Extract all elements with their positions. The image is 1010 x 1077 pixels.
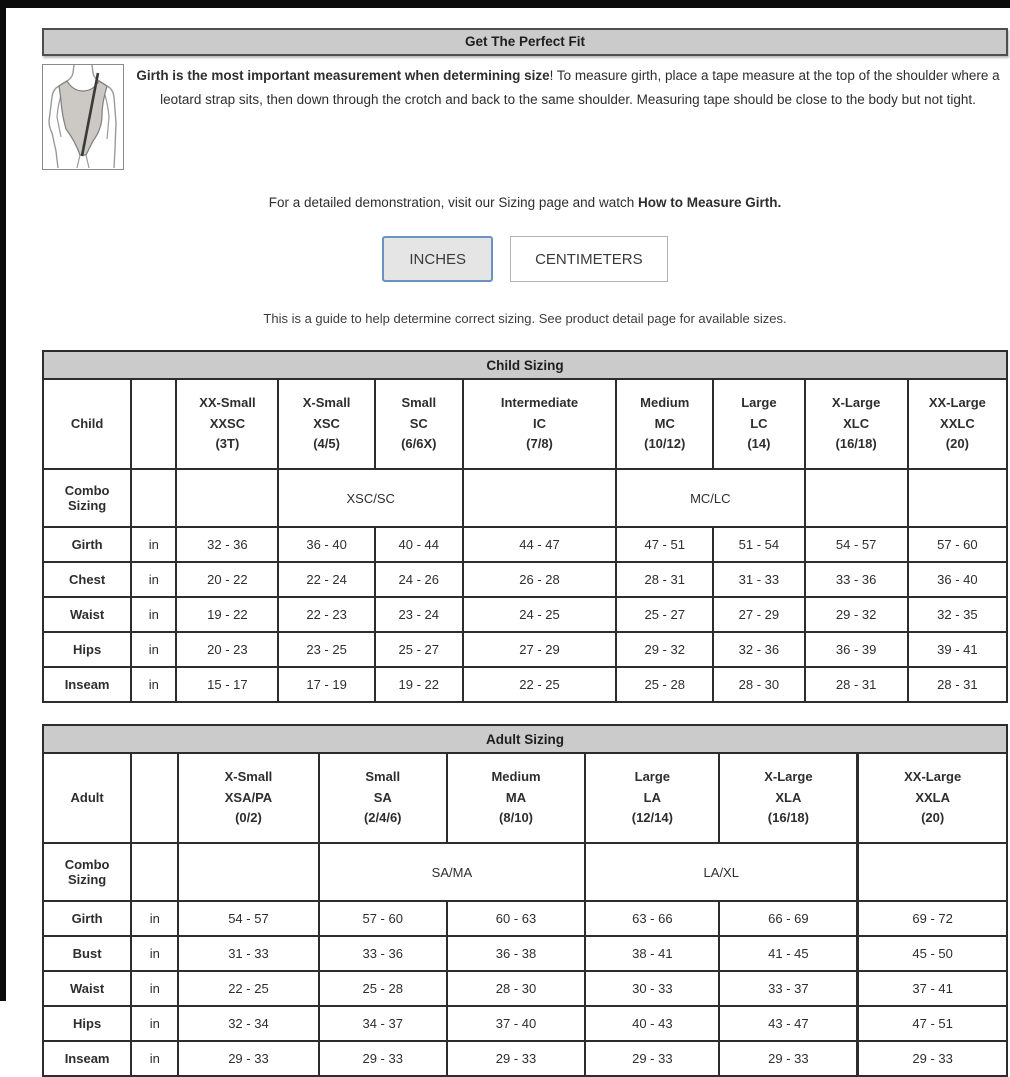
size-column-header — [447, 753, 585, 843]
size-column-code: SA — [373, 789, 392, 805]
girth-instructions-block — [42, 64, 1008, 170]
sizing-demo-note — [42, 195, 1008, 210]
unit-cell: in — [131, 562, 176, 597]
size-column-header — [719, 753, 857, 843]
unit-cell: in — [131, 1041, 178, 1076]
measurement-value: 41 - 45 — [719, 936, 857, 971]
combo-sizing-cell — [176, 469, 278, 527]
size-column-code: MA — [505, 789, 527, 805]
measurement-value: 25 - 27 — [375, 632, 463, 667]
measurement-value: 45 - 50 — [858, 936, 1007, 971]
measurement-value: 32 - 34 — [178, 1006, 318, 1041]
measurement-value: 34 - 37 — [319, 1006, 447, 1041]
measurement-value: 47 - 51 — [858, 1006, 1007, 1041]
size-column-range: (14) — [747, 436, 771, 452]
measurement-value: 69 - 72 — [858, 901, 1007, 936]
measurement-value: 29 - 32 — [616, 632, 713, 667]
measurement-label: Waist — [43, 971, 131, 1006]
measurement-value: 29 - 33 — [178, 1041, 318, 1076]
size-column-name: Small — [365, 768, 401, 784]
size-column-name: Small — [401, 394, 437, 410]
measurement-value: 36 - 40 — [278, 527, 374, 562]
size-column-name: X-Small — [224, 768, 273, 784]
size-column-header — [375, 379, 463, 469]
size-column-header — [908, 379, 1007, 469]
measurement-row — [43, 971, 1007, 1006]
combo-unit-empty-cell — [131, 469, 176, 527]
measurement-value: 22 - 23 — [278, 597, 374, 632]
measurement-value: 19 - 22 — [375, 667, 463, 702]
size-column-range: (0/2) — [235, 810, 262, 826]
combo-sizing-label: Combo Sizing — [43, 469, 131, 527]
size-column-range: (4/5) — [313, 436, 340, 452]
size-column-range: (16/18) — [767, 810, 809, 826]
size-column-code: XXSC — [209, 415, 246, 431]
measurement-value: 25 - 28 — [616, 667, 713, 702]
measurement-row — [43, 901, 1007, 936]
size-column-range: (6/6X) — [401, 436, 437, 452]
size-column-code: XSA/PA — [224, 789, 273, 805]
measurement-value: 32 - 36 — [713, 632, 804, 667]
combo-sizing-cell — [858, 843, 1007, 901]
size-column-header — [858, 753, 1007, 843]
page-title: Get The Perfect Fit — [42, 28, 1008, 56]
size-column-name: X-Small — [302, 394, 351, 410]
measurement-value: 36 - 39 — [805, 632, 908, 667]
size-column-code: SC — [409, 415, 428, 431]
size-column-name: Large — [741, 394, 777, 410]
combo-sizing-cell: XSC/SC — [278, 469, 462, 527]
size-column-name: XX-Large — [928, 394, 986, 410]
size-column-header — [463, 379, 616, 469]
measurement-row — [43, 936, 1007, 971]
size-column-name: Intermediate — [500, 394, 579, 410]
measurement-value: 22 - 24 — [278, 562, 374, 597]
measurement-value: 15 - 17 — [176, 667, 278, 702]
measurement-value: 43 - 47 — [719, 1006, 857, 1041]
size-column-code: XXLA — [915, 789, 950, 805]
combo-sizing-cell — [178, 843, 318, 901]
measurement-value: 29 - 32 — [805, 597, 908, 632]
measurement-value: 38 - 41 — [585, 936, 719, 971]
measurement-value: 23 - 24 — [375, 597, 463, 632]
sizing-guide-note: This is a guide to help determine correct sizing. See product detail page for available sizes. — [263, 311, 787, 326]
measurement-value: 19 - 22 — [176, 597, 278, 632]
measurement-value: 33 - 36 — [319, 936, 447, 971]
measurement-value: 31 - 33 — [713, 562, 804, 597]
measurement-value: 54 - 57 — [805, 527, 908, 562]
combo-sizing-cell — [908, 469, 1007, 527]
measurement-label: Girth — [43, 901, 131, 936]
size-column-code: LC — [750, 415, 768, 431]
combo-sizing-cell: LA/XL — [585, 843, 858, 901]
leotard-figure-icon — [43, 65, 123, 169]
measurement-label: Waist — [43, 597, 131, 632]
size-column-header — [713, 379, 804, 469]
table-corner-label: Adult — [43, 753, 131, 843]
combo-unit-empty-cell — [131, 843, 178, 901]
measurement-value: 22 - 25 — [178, 971, 318, 1006]
measurement-value: 37 - 40 — [447, 1006, 585, 1041]
size-column-code: MC — [654, 415, 675, 431]
measurement-row — [43, 562, 1007, 597]
child-sizing-table — [42, 350, 1008, 703]
girth-instructions-text — [124, 64, 1008, 170]
measurement-value: 36 - 38 — [447, 936, 585, 971]
measurement-value: 24 - 26 — [375, 562, 463, 597]
measurement-label: Inseam — [43, 667, 131, 702]
size-column-code: XLC — [843, 415, 870, 431]
size-column-header — [805, 379, 908, 469]
measurement-value: 47 - 51 — [616, 527, 713, 562]
measurement-label: Inseam — [43, 1041, 131, 1076]
size-column-range: (7/8) — [526, 436, 553, 452]
combo-sizing-cell — [463, 469, 616, 527]
measurement-value: 32 - 36 — [176, 527, 278, 562]
measurement-value: 17 - 19 — [278, 667, 374, 702]
unit-column-header — [131, 379, 176, 469]
size-column-code: XLA — [775, 789, 802, 805]
size-column-header — [616, 379, 713, 469]
measurement-value: 30 - 33 — [585, 971, 719, 1006]
measurement-row — [43, 597, 1007, 632]
size-column-code: IC — [533, 415, 547, 431]
measurement-value: 22 - 25 — [463, 667, 616, 702]
measurement-value: 40 - 43 — [585, 1006, 719, 1041]
size-column-name: XX-Small — [199, 394, 256, 410]
measurement-label: Hips — [43, 632, 131, 667]
measurement-value: 28 - 30 — [713, 667, 804, 702]
size-column-header — [176, 379, 278, 469]
unit-cell: in — [131, 936, 178, 971]
measurement-value: 28 - 31 — [908, 667, 1007, 702]
measurement-value: 40 - 44 — [375, 527, 463, 562]
inches-button[interactable]: INCHES — [382, 236, 493, 282]
measurement-label: Bust — [43, 936, 131, 971]
measurement-value: 29 - 33 — [858, 1041, 1007, 1076]
measurement-value: 29 - 33 — [447, 1041, 585, 1076]
measurement-value: 29 - 33 — [585, 1041, 719, 1076]
measurement-value: 29 - 33 — [719, 1041, 857, 1076]
measurement-value: 54 - 57 — [178, 901, 318, 936]
size-column-header — [178, 753, 318, 843]
combo-sizing-cell — [805, 469, 908, 527]
measurement-value: 33 - 37 — [719, 971, 857, 1006]
size-column-range: (10/12) — [644, 436, 686, 452]
leotard-girth-illustration — [42, 64, 124, 170]
measurement-value: 25 - 27 — [616, 597, 713, 632]
table-title-bar: Child Sizing — [43, 351, 1007, 379]
size-column-range: (20) — [945, 436, 969, 452]
girth-instructions-body: ! To measure girth, place a tape measure at the top of the shoulder where a leotard strap sits, then down through the crotch and back to the same shoulder. Measuring tape should be close to the body but not tight. — [160, 68, 1000, 107]
size-column-name: XX-Large — [904, 768, 962, 784]
measurement-value: 51 - 54 — [713, 527, 804, 562]
measurement-value: 26 - 28 — [463, 562, 616, 597]
measurement-value: 25 - 28 — [319, 971, 447, 1006]
unit-cell: in — [131, 597, 176, 632]
unit-cell: in — [131, 1006, 178, 1041]
sizing-demo-prefix: For a detailed demonstration, visit our Sizing page and watch — [268, 195, 638, 210]
measurement-value: 57 - 60 — [319, 901, 447, 936]
size-column-name: Large — [634, 768, 671, 784]
size-column-range: (12/14) — [631, 810, 673, 826]
size-column-range: (20) — [921, 810, 945, 826]
measurement-value: 28 - 30 — [447, 971, 585, 1006]
size-column-header — [319, 753, 447, 843]
size-column-name: X-Large — [764, 768, 813, 784]
measurement-value: 66 - 69 — [719, 901, 857, 936]
size-column-name: Medium — [640, 394, 690, 410]
measurement-value: 20 - 23 — [176, 632, 278, 667]
measurement-row — [43, 667, 1007, 702]
measurement-value: 29 - 33 — [319, 1041, 447, 1076]
combo-sizing-cell: MC/LC — [616, 469, 804, 527]
screenshot-top-border — [0, 0, 1010, 8]
measurement-value: 60 - 63 — [447, 901, 585, 936]
measurement-value: 27 - 29 — [713, 597, 804, 632]
size-column-range: (2/4/6) — [363, 810, 402, 826]
measurement-value: 44 - 47 — [463, 527, 616, 562]
unit-cell: in — [131, 527, 176, 562]
size-column-header — [585, 753, 719, 843]
measurement-value: 28 - 31 — [616, 562, 713, 597]
measurement-label: Hips — [43, 1006, 131, 1041]
unit-cell: in — [131, 632, 176, 667]
fit-guide-section — [42, 28, 1008, 1077]
size-column-name: Medium — [491, 768, 541, 784]
measurement-value: 36 - 40 — [908, 562, 1007, 597]
measurement-row — [43, 1041, 1007, 1076]
unit-cell: in — [131, 667, 176, 702]
measurement-value: 37 - 41 — [858, 971, 1007, 1006]
size-column-code: XSC — [313, 415, 340, 431]
size-column-code: LA — [643, 789, 662, 805]
measurement-row — [43, 527, 1007, 562]
table-corner-label: Child — [43, 379, 131, 469]
measurement-value: 31 - 33 — [178, 936, 318, 971]
girth-instructions-lead: Girth is the most important measurement when determining size — [136, 68, 550, 83]
size-column-range: (3T) — [215, 436, 240, 452]
screenshot-left-border — [0, 0, 6, 1001]
unit-cell: in — [131, 901, 178, 936]
unit-toggle — [42, 236, 1008, 282]
size-column-name: X-Large — [831, 394, 881, 410]
centimeters-button[interactable]: CENTIMETERS — [510, 236, 668, 282]
measurement-value: 57 - 60 — [908, 527, 1007, 562]
size-column-code: XXLC — [940, 415, 975, 431]
measurement-label: Chest — [43, 562, 131, 597]
table-title-bar: Adult Sizing — [43, 725, 1007, 753]
measurement-value: 24 - 25 — [463, 597, 616, 632]
combo-sizing-cell: SA/MA — [319, 843, 586, 901]
size-column-header — [278, 379, 374, 469]
adult-sizing-table — [42, 724, 1008, 1077]
size-column-range: (16/18) — [835, 436, 877, 452]
sizing-demo-bold: How to Measure Girth. — [637, 195, 782, 210]
measurement-value: 23 - 25 — [278, 632, 374, 667]
measurement-label: Girth — [43, 527, 131, 562]
measurement-row — [43, 1006, 1007, 1041]
measurement-value: 28 - 31 — [805, 667, 908, 702]
size-column-range: (8/10) — [499, 810, 534, 826]
measurement-value: 27 - 29 — [463, 632, 616, 667]
measurement-value: 33 - 36 — [805, 562, 908, 597]
measurement-value: 39 - 41 — [908, 632, 1007, 667]
measurement-value: 32 - 35 — [908, 597, 1007, 632]
measurement-row — [43, 632, 1007, 667]
measurement-value: 20 - 22 — [176, 562, 278, 597]
unit-cell: in — [131, 971, 178, 1006]
unit-column-header — [131, 753, 178, 843]
combo-sizing-label: Combo Sizing — [43, 843, 131, 901]
measurement-value: 63 - 66 — [585, 901, 719, 936]
